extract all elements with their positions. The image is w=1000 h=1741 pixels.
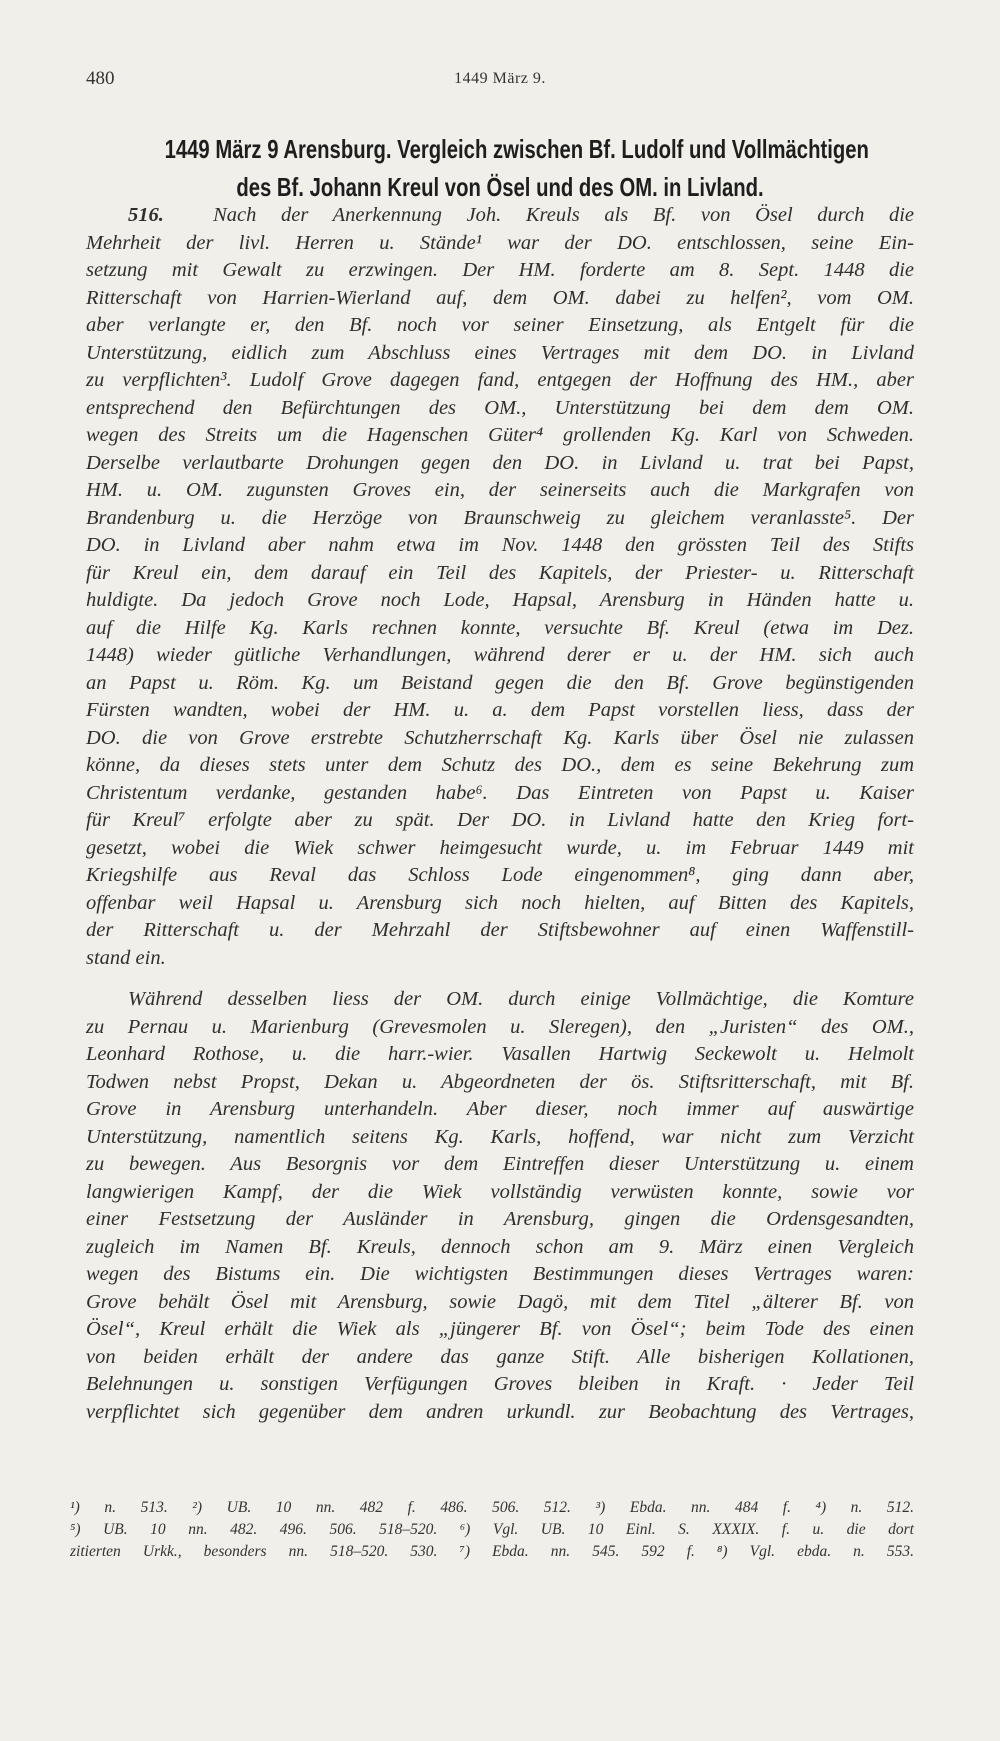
body-line: Mehrheit der livl. Herren u. Stände¹ war der DO. entschlossen, seine Ein- bbox=[86, 231, 914, 254]
body-line: für Kreul⁷ erfolgte aber zu spät. Der DO. in Livland hatte den Krieg fort- bbox=[86, 809, 914, 831]
body-line: könne, da dieses stets unter dem Schutz des DO., dem es seine Bekehrung zum bbox=[86, 754, 914, 776]
running-head bbox=[86, 68, 914, 98]
body-line: Ösel“, Kreul erhält die Wiek als „jüngerer Bf. von Ösel“; beim Tode des einen bbox=[86, 1318, 914, 1340]
body-line: gesetzt, wobei die Wiek schwer heimgesucht wurde, u. im Februar 1449 mit bbox=[86, 836, 914, 859]
document-number: 516. bbox=[128, 204, 164, 226]
body-line: Derselbe verlautbarte Drohungen gegen den DO. in Livland u. trat bei Papst, bbox=[86, 451, 914, 474]
body-line: wegen des Bistums ein. Die wichtigsten Bestimmungen dieses Vertrages waren: bbox=[86, 1263, 914, 1285]
body-line: Fürsten wandten, wobei der HM. u. a. dem Papst vorstellen liess, dass der bbox=[86, 699, 914, 721]
body-line: Kriegshilfe aus Reval das Schloss Lode eingenommen⁸, ging dann aber, bbox=[86, 864, 914, 886]
body-line: von beiden erhält der andere das ganze Stift. Alle bisherigen Kollationen, bbox=[86, 1345, 914, 1368]
body-line: 516. Nach der Anerkennung Joh. Kreuls als Bf. von Ösel durch die bbox=[128, 204, 914, 226]
body-line: für Kreul ein, dem darauf ein Teil des Kapitels, der Priester- u. Ritterschaft bbox=[86, 561, 914, 584]
body-line: Während desselben liess der OM. durch einige Vollmächtige, die Komture bbox=[128, 988, 914, 1010]
body-line: an Papst u. Röm. Kg. um Beistand gegen die den Bf. Grove begünstigenden bbox=[86, 671, 914, 694]
body-line: der Ritterschaft u. der Mehrzahl der Stiftsbewohner auf einen Waffenstill- bbox=[86, 919, 914, 941]
heading-line-1: 1449 März 9 Arensburg. Vergleich zwischen Bf. Ludolf und Vollmächtigen bbox=[164, 134, 869, 164]
footnote-line: ¹) n. 513. ²) UB. 10 nn. 482 f. 486. 506. 512. ³) Ebda. nn. 484 f. ⁴) n. 512. bbox=[70, 1499, 914, 1516]
body-line: Todwen nebst Propst, Dekan u. Abgeordneten der ös. Stiftsritterschaft, mit Bf. bbox=[86, 1070, 914, 1093]
footnote-line: zitierten Urkk., besonders nn. 518–520. 530. ⁷) Ebda. nn. 545. 592 f. ⁸) Vgl. ebda. n. 553. bbox=[70, 1543, 914, 1560]
body-line: setzung mit Gewalt zu erzwingen. Der HM. forderte am 8. Sept. 1448 die bbox=[86, 259, 914, 281]
footnote-line: ⁵) UB. 10 nn. 482. 496. 506. 518–520. ⁶) Vgl. UB. 10 Einl. S. XXXIX. f. u. die dort bbox=[70, 1521, 914, 1538]
body-line: langwierigen Kampf, der die Wiek vollständig verwüsten konnte, sowie vor bbox=[86, 1180, 914, 1203]
body-line: zu Pernau u. Marienburg (Grevesmolen u. Sleregen), den „Juristen“ des OM., bbox=[86, 1015, 914, 1038]
paragraph-gap bbox=[86, 972, 914, 986]
document-heading bbox=[164, 130, 869, 206]
footnotes bbox=[70, 1497, 914, 1563]
body-line: wegen des Streits um die Hagenschen Güter⁴ grollenden Kg. Karl von Schweden. bbox=[86, 424, 914, 446]
body-line: zugleich im Namen Bf. Kreuls, dennoch schon am 9. März einen Vergleich bbox=[86, 1235, 914, 1258]
body-line: Unterstützung, eidlich zum Abschluss eines Vertrages mit dem DO. in Livland bbox=[86, 341, 914, 364]
heading-line-2: des Bf. Johann Kreul von Ösel und des OM. in Livland. bbox=[236, 172, 764, 202]
body-line: Belehnungen u. sonstigen Verfügungen Groves bleiben in Kraft. · Jeder Teil bbox=[86, 1373, 914, 1395]
body-line: DO. in Livland aber nahm etwa im Nov. 1448 den grössten Teil des Stifts bbox=[86, 534, 914, 556]
body-line: Ritterschaft von Harrien-Wierland auf, dem OM. dabei zu helfen², vom OM. bbox=[86, 286, 914, 309]
body-line: offenbar weil Hapsal u. Arensburg sich noch hielten, auf Bitten des Kapitels, bbox=[86, 891, 914, 914]
body-line: auf die Hilfe Kg. Karls rechnen konnte, versuchte Bf. Kreul (etwa im Dez. bbox=[86, 616, 914, 639]
body-text bbox=[86, 202, 914, 1426]
body-line: HM. u. OM. zugunsten Groves ein, der seinerseits auch die Markgrafen von bbox=[86, 479, 914, 501]
body-line: zu verpflichten³. Ludolf Grove dagegen fand, entgegen der Hoffnung des HM., aber bbox=[86, 369, 914, 391]
body-line: Grove behält Ösel mit Arensburg, sowie Dagö, mit dem Titel „älterer Bf. von bbox=[86, 1290, 914, 1313]
body-line: Leonhard Rothose, u. die harr.-wier. Vasallen Hartwig Seckewolt u. Helmolt bbox=[86, 1043, 914, 1065]
body-line: Unterstützung, namentlich seitens Kg. Karls, hoffend, war nicht zum Verzicht bbox=[86, 1125, 914, 1148]
body-line: zu bewegen. Aus Besorgnis vor dem Eintreffen dieser Unterstützung u. einem bbox=[86, 1153, 914, 1175]
body-line: Christentum verdanke, gestanden habe⁶. Das Eintreten von Papst u. Kaiser bbox=[86, 781, 914, 804]
running-head-date: 1449 März 9. bbox=[454, 70, 546, 87]
body-line: 1448) wieder gütliche Verhandlungen, während derer er u. der HM. sich auch bbox=[86, 644, 914, 666]
body-line: stand ein. bbox=[86, 946, 166, 969]
page-number: 480 bbox=[86, 68, 115, 89]
body-line: aber verlangte er, den Bf. noch vor seiner Einsetzung, als Entgelt für die bbox=[86, 314, 914, 336]
body-line: verpflichtet sich gegenüber dem andren urkundl. zur Beobachtung des Vertrages, bbox=[86, 1400, 914, 1423]
body-line: DO. die von Grove erstrebte Schutzherrschaft Kg. Karls über Ösel nie zulassen bbox=[86, 726, 914, 749]
body-line: huldigte. Da jedoch Grove noch Lode, Hapsal, Arensburg in Händen hatte u. bbox=[86, 589, 914, 611]
body-line: Grove in Arensburg unterhandeln. Aber dieser, noch immer auf auswärtige bbox=[86, 1098, 914, 1120]
body-line: entsprechend den Befürchtungen des OM., Unterstützung bei dem dem OM. bbox=[86, 396, 914, 419]
body-line: einer Festsetzung der Ausländer in Arensburg, gingen die Ordensgesandten, bbox=[86, 1208, 914, 1230]
body-line: Brandenburg u. die Herzöge von Braunschweig zu gleichem veranlasste⁵. Der bbox=[86, 506, 914, 529]
